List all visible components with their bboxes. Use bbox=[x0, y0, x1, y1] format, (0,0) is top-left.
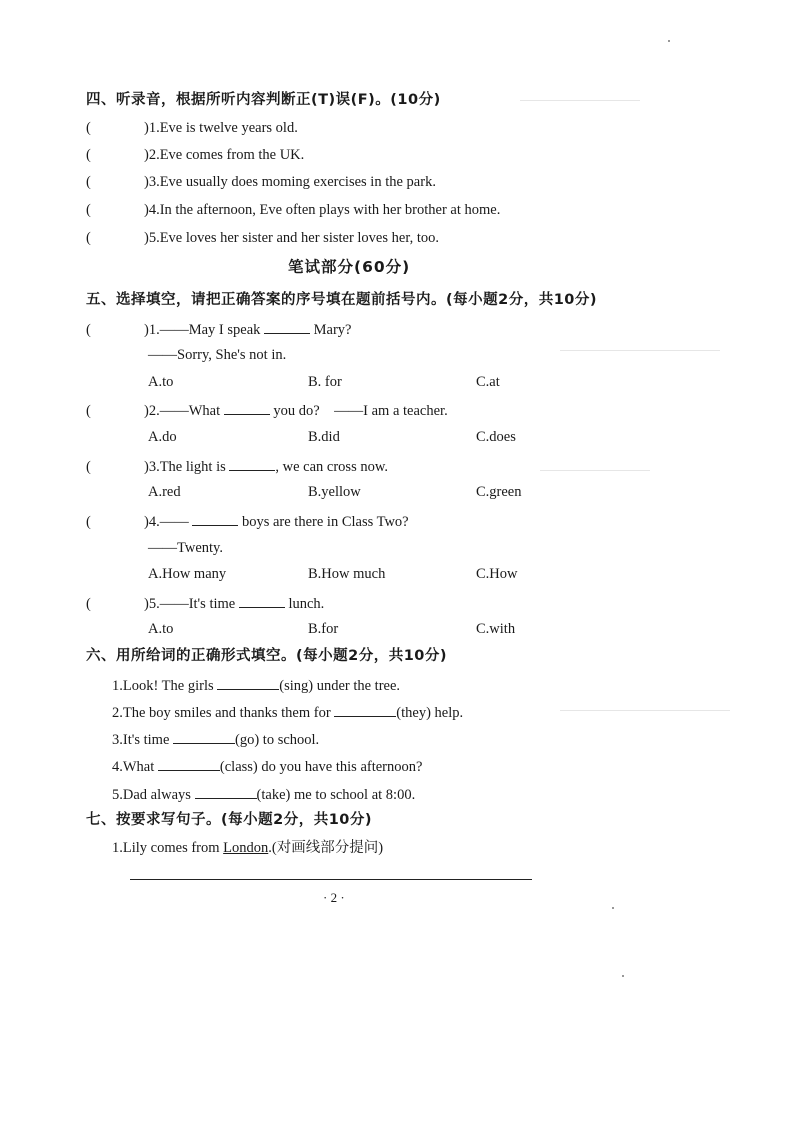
answer-paren: ( bbox=[86, 514, 91, 530]
mc-q3: ( )3.The light is , we can cross now. bbox=[86, 456, 388, 476]
answer-paren: ( bbox=[86, 322, 91, 338]
bleed-mark bbox=[560, 350, 720, 351]
fill-blank[interactable] bbox=[195, 784, 257, 799]
mc-q1: ( )1.——May I speak Mary? bbox=[86, 319, 351, 339]
answer-writing-line[interactable] bbox=[130, 879, 532, 880]
fill-blank[interactable] bbox=[217, 675, 279, 690]
fill-blank[interactable] bbox=[229, 456, 275, 471]
mc-q4-option-b: B.How much bbox=[308, 566, 386, 582]
verb-form-item-4: 4.What (class) do you have this afternoon? bbox=[112, 756, 422, 776]
tf-item-1: ( )1.Eve is twelve years old. bbox=[86, 120, 298, 136]
answer-paren: ( bbox=[86, 459, 91, 475]
section7-header: 七、按要求写句子。(每小题2分，共10分) bbox=[86, 812, 373, 828]
mc-q3-option-b: B.yellow bbox=[308, 484, 361, 500]
mc-q1-option-b: B. for bbox=[308, 374, 342, 390]
fill-blank[interactable] bbox=[224, 400, 270, 415]
mc-q3-option-c: C.green bbox=[476, 484, 522, 500]
fill-blank[interactable] bbox=[173, 729, 235, 744]
page-number: · 2 · bbox=[323, 890, 345, 905]
verb-form-item-2: 2.The boy smiles and thanks them for (they) help. bbox=[112, 702, 463, 722]
section4-header: 四、听录音，根据所听内容判断正(T)误(F)。(10分) bbox=[86, 92, 441, 108]
mc-q2-option-b: B.did bbox=[308, 429, 340, 445]
mc-q2-option-a: A.do bbox=[148, 429, 177, 445]
bleed-mark bbox=[560, 710, 730, 711]
underlined-word: London bbox=[223, 840, 269, 856]
answer-paren: ( bbox=[86, 120, 91, 136]
section6-header: 六、用所给词的正确形式填空。(每小题2分，共10分) bbox=[86, 648, 448, 664]
written-part-title: 笔试部分(60分) bbox=[288, 258, 411, 276]
mc-q5-option-a: A.to bbox=[148, 621, 174, 637]
tf-item-3: ( )3.Eve usually does moming exercises in the park. bbox=[86, 174, 436, 190]
mc-q5: ( )5.——It's time lunch. bbox=[86, 593, 324, 613]
answer-paren: ( bbox=[86, 596, 91, 612]
mc-q4: ( )4.—— boys are there in Class Two? bbox=[86, 511, 409, 531]
answer-paren: ( bbox=[86, 230, 91, 246]
fill-blank[interactable] bbox=[334, 702, 396, 717]
answer-paren: ( bbox=[86, 174, 91, 190]
section5-header: 五、选择填空，请把正确答案的序号填在题前括号内。(每小题2分，共10分) bbox=[86, 292, 598, 308]
speck bbox=[612, 907, 614, 909]
mc-q2: ( )2.——What you do? ——I am a teacher. bbox=[86, 400, 448, 420]
fill-blank[interactable] bbox=[264, 319, 310, 334]
mc-q1-reply: ——Sorry, She's not in. bbox=[148, 347, 287, 363]
tf-item-4: ( )4.In the afternoon, Eve often plays with her brother at home. bbox=[86, 202, 501, 218]
mc-q5-option-b: B.for bbox=[308, 621, 339, 637]
mc-q1-option-c: C.at bbox=[476, 374, 500, 390]
verb-form-item-1: 1.Look! The girls (sing) under the tree. bbox=[112, 675, 400, 695]
tf-item-5: ( )5.Eve loves her sister and her sister loves her, too. bbox=[86, 230, 439, 246]
speck bbox=[622, 975, 624, 977]
mc-q5-option-c: C.with bbox=[476, 621, 516, 637]
fill-blank[interactable] bbox=[158, 756, 220, 771]
fill-blank[interactable] bbox=[239, 593, 285, 608]
mc-q4-option-c: C.How bbox=[476, 566, 518, 582]
mc-q4-option-a: A.How many bbox=[148, 566, 227, 582]
rewrite-item-1: 1.Lily comes from London.(对画线部分提问) bbox=[112, 840, 384, 856]
verb-form-item-3: 3.It's time (go) to school. bbox=[112, 729, 319, 749]
mc-q4-reply: ——Twenty. bbox=[148, 540, 223, 556]
tf-item-2: ( )2.Eve comes from the UK. bbox=[86, 147, 305, 163]
mc-q2-option-c: C.does bbox=[476, 429, 516, 445]
answer-paren: ( bbox=[86, 403, 91, 419]
verb-form-item-5: 5.Dad always (take) me to school at 8:00. bbox=[112, 784, 415, 804]
mc-q3-option-a: A.red bbox=[148, 484, 181, 500]
bleed-mark bbox=[540, 470, 650, 471]
mc-q1-option-a: A.to bbox=[148, 374, 174, 390]
speck bbox=[668, 40, 670, 42]
fill-blank[interactable] bbox=[192, 511, 238, 526]
answer-paren: ( bbox=[86, 147, 91, 163]
bleed-mark bbox=[520, 100, 640, 101]
answer-paren: ( bbox=[86, 202, 91, 218]
